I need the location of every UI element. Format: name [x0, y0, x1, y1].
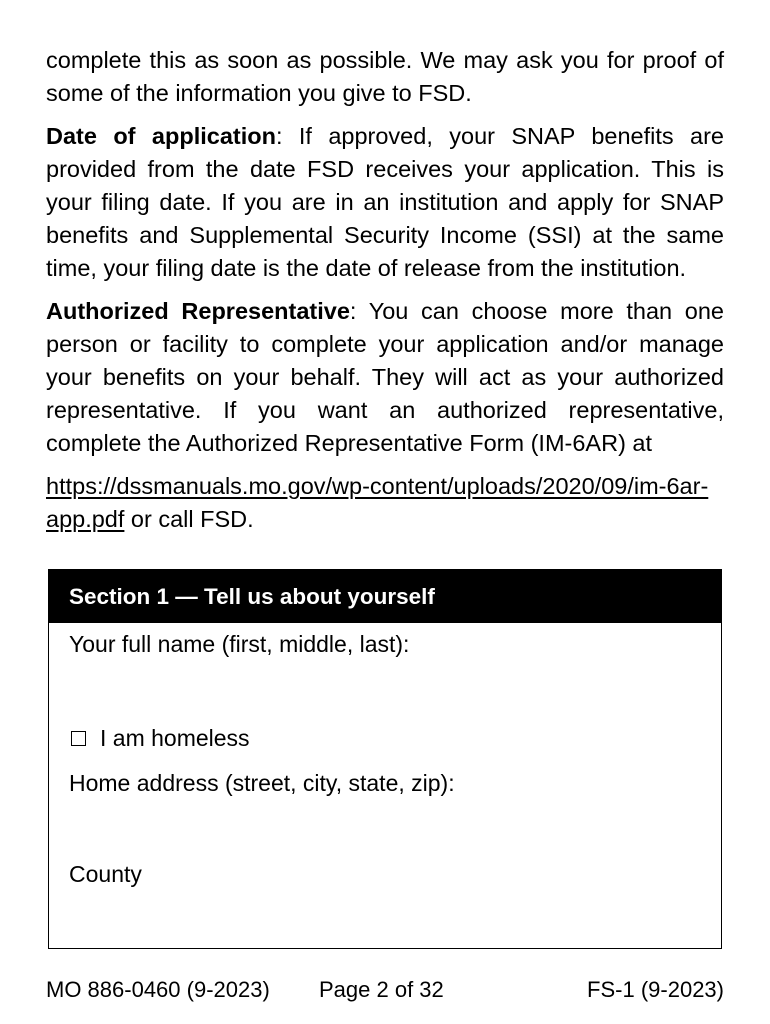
county-label: County [69, 861, 142, 887]
authorized-representative-label: Authorized Representative [46, 298, 350, 324]
intro-paragraph: complete this as soon as possible. We may ask you for proof of some of the information you give to FSD. [46, 47, 724, 106]
home-address-label: Home address (street, city, state, zip): [69, 770, 455, 796]
footer-page-number: Page 2 of 32 [319, 977, 444, 1002]
footer-form-number: MO 886-0460 (9-2023) [46, 977, 270, 1002]
full-name-label: Your full name (first, middle, last): [69, 631, 410, 657]
date-of-application-text: : If approved, your SNAP benefits are provided from the date FSD receives your application. This is your filing date. If you are in an institution and apply for SNAP benefits and Supplemental Security Income (SSI) at the same time, your filing date is the date of release from the institution. [46, 123, 724, 281]
authorized-representative-paragraph [46, 295, 724, 460]
form-link-paragraph [46, 470, 724, 536]
link-suffix-text: or call FSD. [124, 506, 254, 532]
authorized-representative-text: : You can choose more than one person or facility to complete your application and/or manage your benefits on your behalf. They will act as your authorized representative. If you want an authorized representative, complete the Authorized Representative Form (IM-6AR) at [46, 298, 725, 456]
homeless-option[interactable] [69, 724, 250, 752]
section-1-box [48, 569, 722, 949]
section-1-title: Section 1 — Tell us about yourself [49, 570, 721, 623]
date-of-application-label: Date of application [46, 123, 276, 149]
im-6ar-form-link[interactable]: https://dssmanuals.mo.gov/wp-content/uploads/2020/09/im-6ar-app.pdf [46, 473, 709, 532]
homeless-checkbox[interactable] [71, 731, 86, 746]
document-body [46, 44, 724, 536]
date-of-application-paragraph [46, 120, 724, 285]
homeless-label: I am homeless [100, 725, 250, 751]
footer-form-code: FS-1 (9-2023) [587, 977, 724, 1002]
